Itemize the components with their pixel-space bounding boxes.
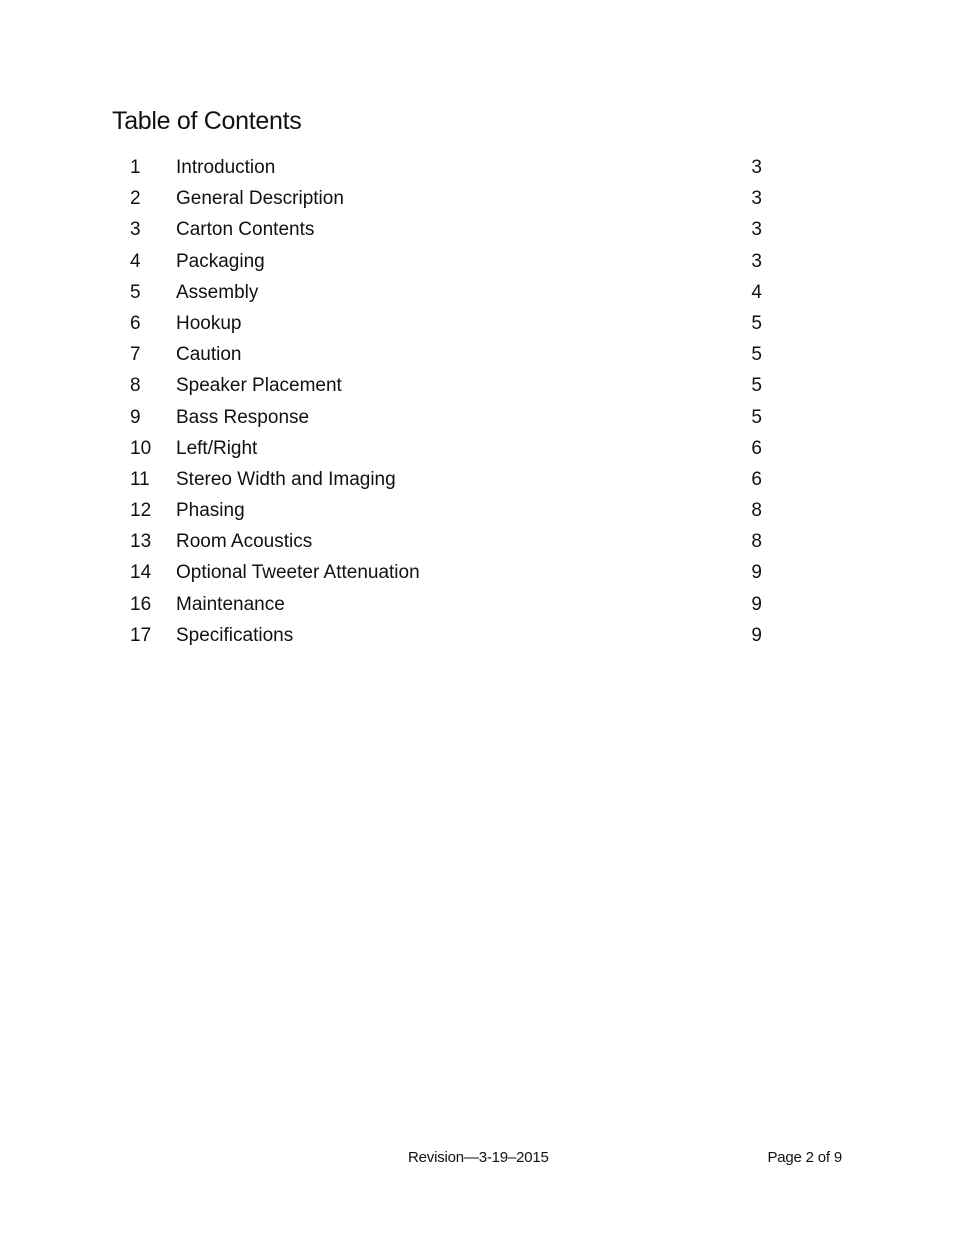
toc-number: 14 [130, 562, 152, 584]
toc-row [130, 557, 770, 588]
toc-number: 2 [130, 188, 141, 210]
toc-number: 12 [130, 500, 152, 522]
toc-number: 7 [130, 344, 141, 366]
toc-row [130, 214, 770, 245]
page-title: Table of Contents [112, 107, 302, 135]
toc-page-number: 6 [751, 468, 762, 490]
toc-row [130, 620, 770, 651]
toc-page-number: 8 [751, 500, 762, 522]
toc-title: Phasing [176, 500, 245, 522]
toc-title: Speaker Placement [176, 375, 342, 397]
toc-number: 13 [130, 531, 152, 553]
toc-page-number: 9 [751, 593, 762, 615]
toc-number: 4 [130, 250, 141, 272]
toc-number: 16 [130, 593, 152, 615]
toc-row [130, 526, 770, 557]
toc-number: 1 [130, 157, 141, 178]
toc-page-number: 3 [751, 219, 762, 241]
toc-title: Carton Contents [176, 219, 315, 241]
toc-title: Packaging [176, 250, 265, 272]
toc-number: 5 [130, 281, 141, 303]
toc-row [130, 433, 770, 464]
toc-title: Left/Right [176, 437, 258, 459]
toc-title: Bass Response [176, 406, 310, 428]
toc-row [130, 152, 770, 183]
toc-number: 17 [130, 624, 152, 646]
toc-page-number: 9 [751, 624, 762, 646]
toc-row [130, 246, 770, 277]
toc-title: Maintenance [176, 593, 285, 615]
toc-number: 3 [130, 219, 141, 241]
toc-page-number: 3 [751, 250, 762, 272]
toc-page-number: 4 [751, 281, 762, 303]
toc-number: 11 [130, 468, 150, 490]
toc-row [130, 370, 770, 401]
toc-number: 9 [130, 406, 141, 428]
toc-number: 8 [130, 375, 141, 397]
toc-title: Room Acoustics [176, 531, 313, 553]
toc-page-number: 5 [751, 344, 762, 366]
toc-title: General Description [176, 188, 344, 210]
toc-title: Specifications [176, 624, 294, 646]
toc-page-number: 9 [751, 562, 762, 584]
toc-title: Assembly [176, 281, 259, 303]
toc-page-number: 5 [751, 375, 762, 397]
toc-page-number: 6 [751, 437, 762, 459]
toc-title: Stereo Width and Imaging [176, 468, 396, 490]
toc-page-number: 5 [751, 312, 762, 334]
toc-number: 10 [130, 437, 152, 459]
toc-title: Optional Tweeter Attenuation [176, 562, 420, 584]
toc-page-number: 3 [751, 188, 762, 210]
toc-row [130, 183, 770, 214]
toc-page-number: 5 [751, 406, 762, 428]
toc-row [130, 589, 770, 620]
footer-revision: Revision—3-19–2015 [408, 1149, 549, 1166]
toc-row [130, 464, 770, 495]
toc-list [130, 152, 770, 651]
toc-row [130, 339, 770, 370]
toc-row [130, 402, 770, 433]
toc-row [130, 495, 770, 526]
toc-row [130, 277, 770, 308]
toc-title: Introduction [176, 157, 276, 178]
toc-page-number: 8 [751, 531, 762, 553]
toc-title: Hookup [176, 312, 242, 334]
toc-page-number: 3 [751, 157, 762, 178]
toc-row [130, 308, 770, 339]
footer-page-label: Page 2 of 9 [767, 1149, 842, 1166]
toc-number: 6 [130, 312, 141, 334]
toc-title: Caution [176, 344, 242, 366]
